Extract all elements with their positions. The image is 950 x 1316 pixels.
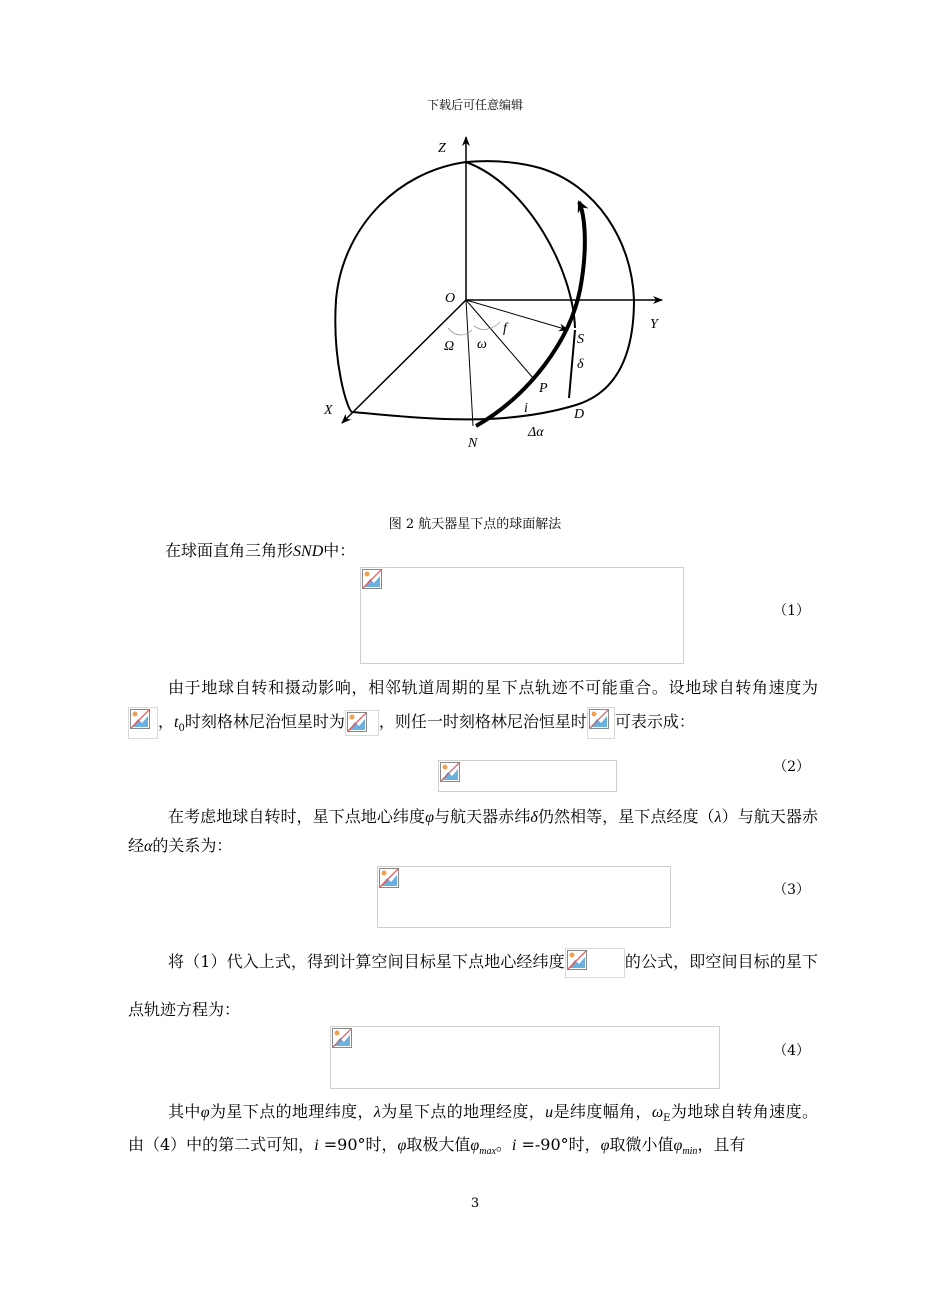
equation-number-2: （2） <box>773 759 810 775</box>
line-o-s <box>466 300 568 330</box>
sidereal-time-t0-image <box>345 710 379 736</box>
omega-e-image <box>128 707 158 739</box>
sidereal-time-image <box>587 707 615 739</box>
label-delta-alpha: Δα <box>528 425 544 440</box>
label-x: X <box>324 403 333 418</box>
figure-caption: 图 2 航天器星下点的球面解法 <box>388 517 562 532</box>
broken-image-icon <box>567 950 587 970</box>
equation-number-1: （1） <box>773 603 810 619</box>
broken-image-icon <box>440 762 460 782</box>
x-axis <box>342 300 466 423</box>
line-o-n <box>466 300 473 426</box>
label-p: P <box>539 381 548 396</box>
label-f: f <box>503 321 507 336</box>
label-z: Z <box>438 141 446 156</box>
equation-1-image <box>360 567 684 664</box>
paragraph-3: 在考虑地球自转时，星下点地心纬度φ与航天器赤纬δ仍然相等，星下点经度（λ）与航天器赤经α的关系为： <box>128 807 818 855</box>
equation-3-image <box>377 866 671 928</box>
equation-2-image <box>438 760 617 792</box>
snd-label: SND <box>293 543 324 560</box>
meridian-d <box>569 330 575 398</box>
label-i: i <box>524 401 528 416</box>
broken-image-icon <box>130 709 150 729</box>
label-d: D <box>574 407 585 422</box>
paragraph-4: 将（1）代入上式，得到计算空间目标星下点地心经纬度 的公式，即空间目标的星下点轨迹方程为： <box>128 938 818 1034</box>
sphere-outline <box>335 161 634 419</box>
meridian-arc <box>466 162 575 328</box>
label-omega-cap: Ω <box>444 339 455 354</box>
lat-lon-image <box>565 948 625 978</box>
equation-number-3: （3） <box>773 882 810 898</box>
paragraph-1: 在球面直角三角形SND中： <box>165 541 356 560</box>
paragraph-5: 其中φ为星下点的地理纬度，λ为星下点的地理经度，u是纬度幅角，$\omega_E$为地球自转角速度。由（4）中的第二式可知，i =90°时，φ取极大值$\varphi_{max}$。i =-90°时，φ取微小值$\varphi_{min}$，且有 <box>128 1102 818 1158</box>
broken-image-icon <box>379 868 399 888</box>
equation-4-image <box>330 1026 720 1089</box>
spherical-triangle-figure <box>0 0 950 500</box>
broken-image-icon <box>347 712 367 732</box>
page-number: 3 <box>470 1196 480 1211</box>
paragraph-2: 由于地球自转和摄动影响，相邻轨道周期的星下点轨迹不可能重合。设地球自转角速度为 ，$t_0$时刻格林尼治恒星时为 ，则任一时刻格林尼治恒星时 可表示成： <box>128 671 818 746</box>
label-o: O <box>445 291 456 306</box>
broken-image-icon <box>332 1028 352 1048</box>
broken-image-icon <box>362 569 382 589</box>
label-n: N <box>468 436 478 451</box>
label-y: Y <box>650 317 658 332</box>
angle-arc-omega <box>448 328 472 335</box>
label-omega: ω <box>477 337 487 352</box>
angle-arc-small <box>474 322 500 329</box>
label-s: S <box>577 332 584 347</box>
label-delta: δ <box>577 357 584 372</box>
broken-image-icon <box>589 709 609 729</box>
equation-number-4: （4） <box>773 1043 810 1059</box>
header-note: 下载后可任意编辑 <box>426 98 523 112</box>
